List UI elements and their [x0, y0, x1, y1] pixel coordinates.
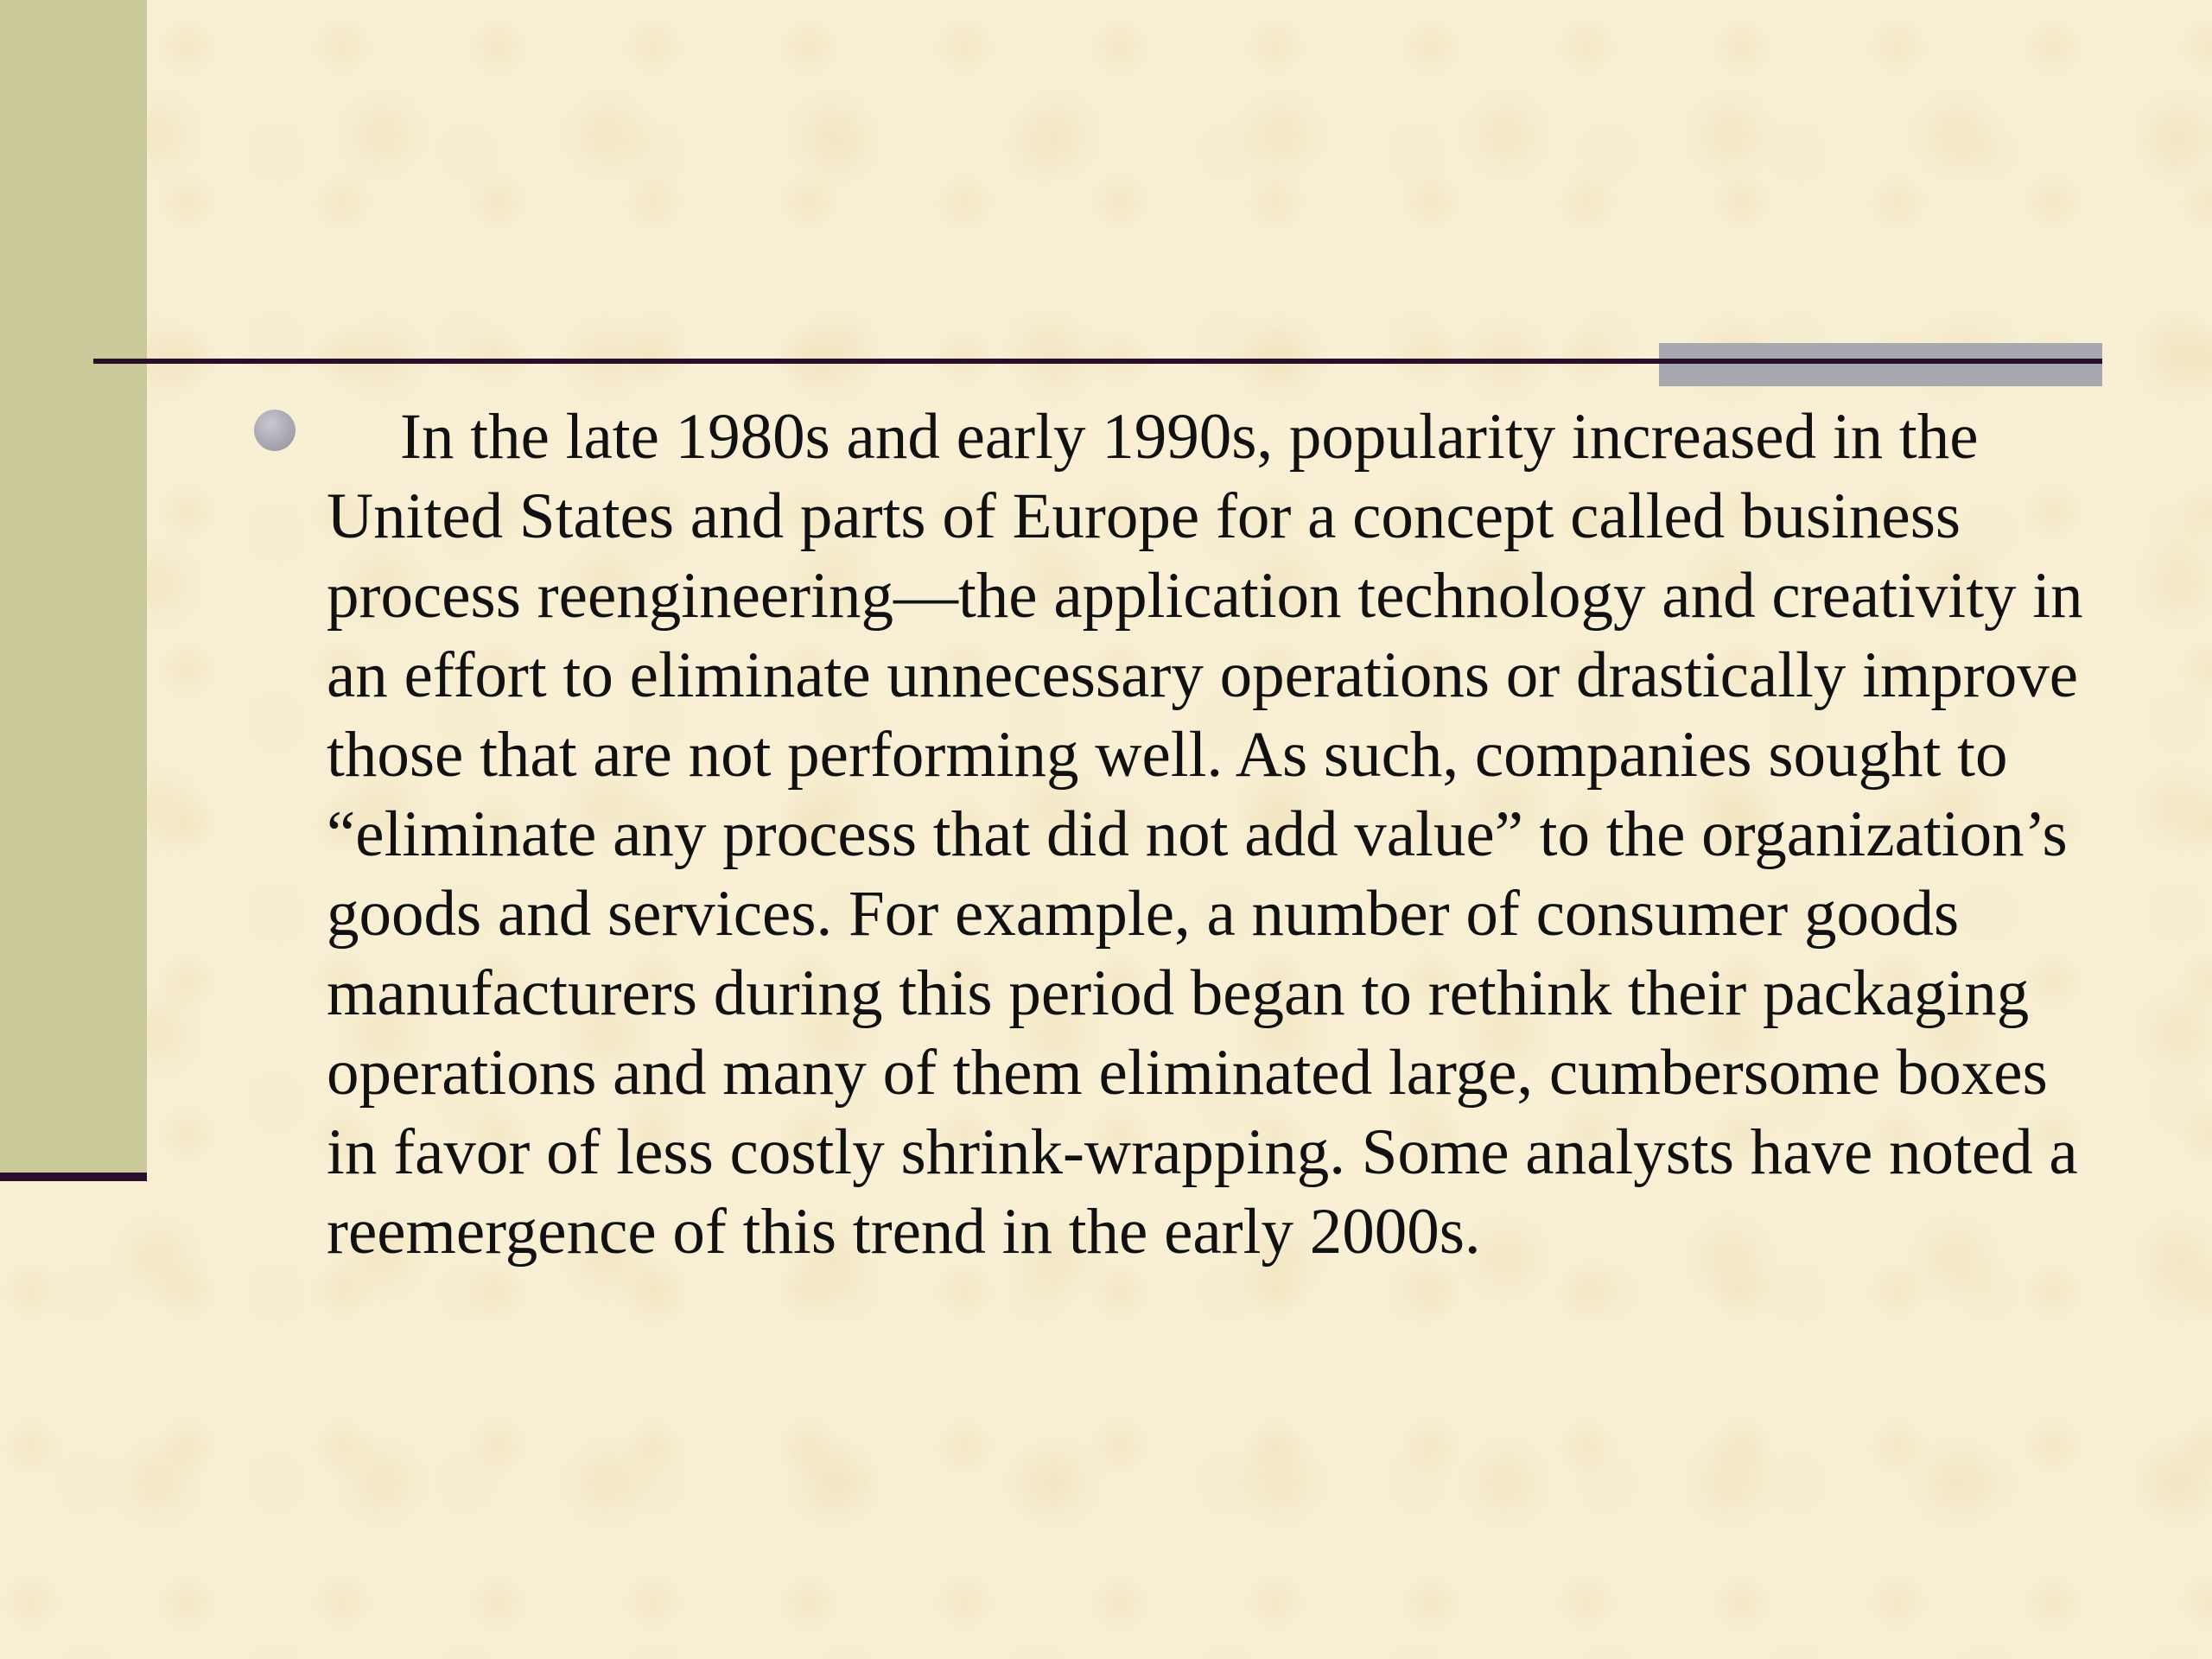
- bullet-dot-icon: [254, 410, 296, 451]
- bullet-item: [327, 397, 2089, 1272]
- top-accent-rule: [1659, 359, 2102, 364]
- top-accent-block: [1659, 343, 2102, 386]
- bullet-text: In the late 1980s and early 1990s, popularity increased in the United States and parts of Europe for a concept called business process reengineering—the application technology and creativity in an effort to eliminate unnecessary operations or drastically improve those that are not performing well. As such, companies sought to “eliminate any process that did not add value” to the organization’s goods and services. For example, a number of consumer goods manufacturers during this period began to rethink their packaging operations and many of them eliminated large, cumbersome boxes in favor of less costly shrink-wrapping. Some analysts have noted a reemergence of this trend in the early 2000s.: [327, 401, 2083, 1268]
- left-bar-rule: [0, 1173, 147, 1181]
- slide-body: [327, 397, 2089, 1272]
- left-decorative-bar: [0, 0, 147, 1173]
